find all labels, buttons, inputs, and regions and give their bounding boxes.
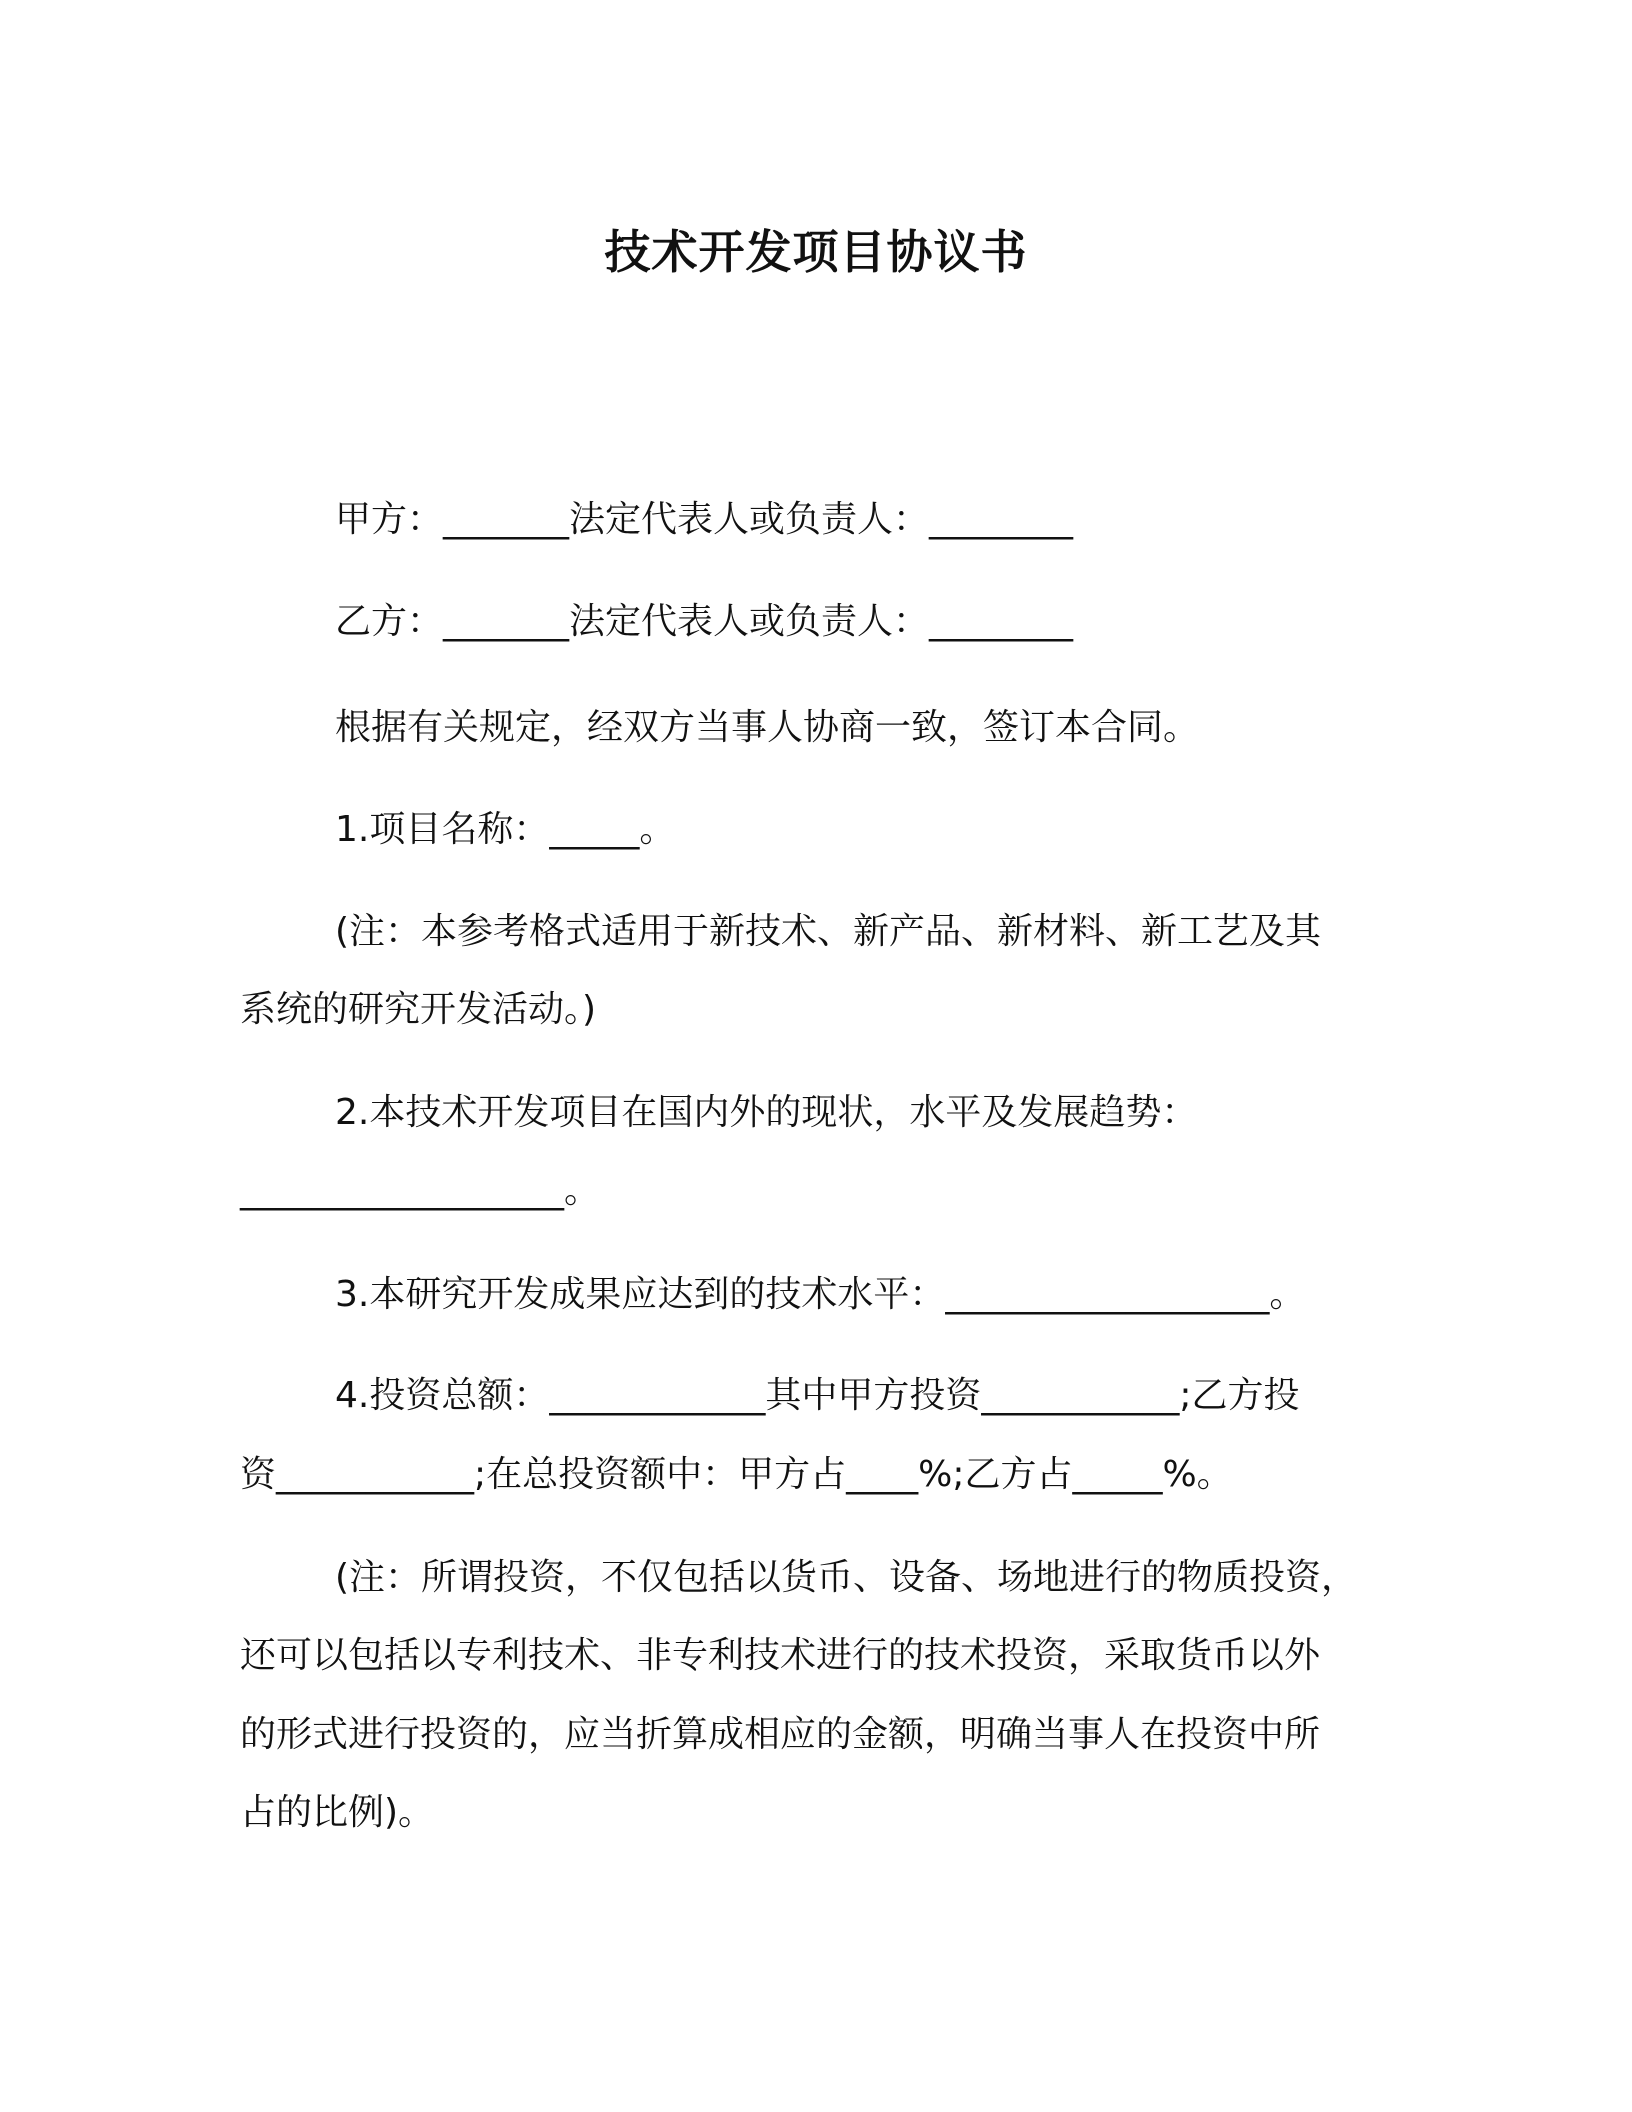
party-a-line: 甲方：_______法定代表人或负责人：________	[335, 499, 1074, 540]
clause-4-line-1: 4.投资总额：____________其中甲方投资___________;乙方投	[335, 1375, 1300, 1416]
note-1-line-1: (注：本参考格式适用于新技术、新产品、新材料、新工艺及其	[335, 911, 1322, 952]
clause-2-line-1: 2.本技术开发项目在国内外的现状，水平及发展趋势：	[335, 1092, 1198, 1133]
note-2-line-4: 占的比例)。	[240, 1792, 435, 1833]
note-2-line-3: 的形式进行投资的，应当折算成相应的金额，明确当事人在投资中所	[240, 1714, 1321, 1755]
note-2-line-1: (注：所谓投资，不仅包括以货币、设备、场地进行的物质投资，	[335, 1557, 1358, 1598]
note-1-line-2: 系统的研究开发活动。)	[240, 989, 597, 1030]
clause-2-line-2: __________________。	[240, 1170, 600, 1211]
party-b-line: 乙方：_______法定代表人或负责人：________	[335, 601, 1074, 642]
clause-3-line: 3.本研究开发成果应达到的技术水平：__________________。	[335, 1274, 1306, 1315]
note-2-line-2: 还可以包括以专利技术、非专利技术进行的技术投资，采取货币以外	[240, 1635, 1321, 1676]
clause-4-line-2: 资___________;在总投资额中：甲方占____%;乙方占_____%。	[240, 1454, 1233, 1495]
document-title: 技术开发项目协议书	[604, 225, 1028, 279]
clause-1-line: 1.项目名称：_____。	[335, 809, 676, 850]
preamble-line: 根据有关规定，经双方当事人协商一致，签订本合同。	[335, 707, 1200, 748]
